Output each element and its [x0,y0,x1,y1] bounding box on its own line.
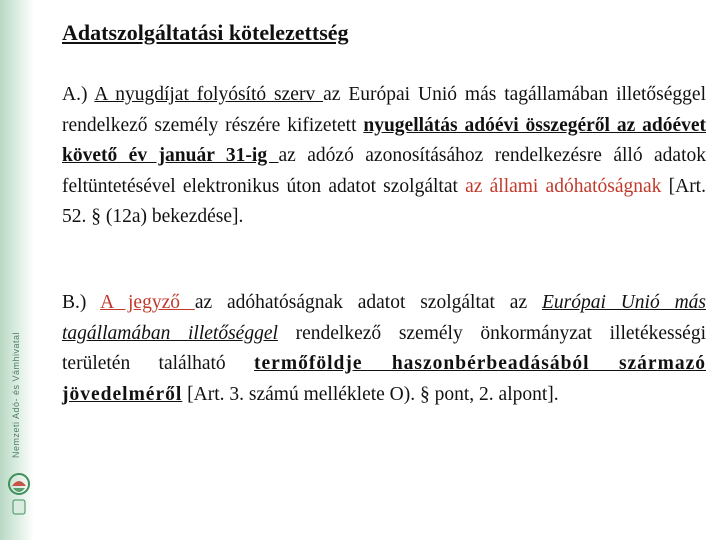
para-b-reference: [Art. 3. számú melléklete O). § pont, 2. alpont]. [182,383,559,405]
para-b-text-2: rendelkező személy önkormányzat illetékességi területén található [62,322,706,374]
para-a-authority: az állami adóhatóságnak [465,175,662,197]
para-a-text-2: az adózó azonosításához rendelkezésre álló adatok feltüntetésével elektronikus úton adatot szolgáltat [62,145,706,197]
para-a-subject: A nyugdíjat folyósító szerv [94,84,324,105]
para-a-reference: [Art. 52. § (12a) bekezdése]. [62,175,706,227]
nav-logo-icon [6,468,32,522]
para-b-income: termőföldje haszonbérbeadásából származó jövedelméről [62,353,706,405]
para-a-text-1: az Európai Unió más tagállamában illetőséggel rendelkező személy részére kifizetett [62,84,706,136]
paragraph-a [62,80,706,233]
para-a-deadline: nyugellátás adóévi összegéről az adóévet követő év január 31-ig [62,114,706,166]
side-logo-text-container [2,330,30,460]
para-b-subject: A jegyző [100,292,195,313]
para-b-residency: Európai Unió más tagállamában illetőséggel [62,292,706,344]
para-b-text-1: az adóhatóságnak adatot szolgáltat az [194,292,542,313]
para-a-label: A.) [62,84,95,105]
para-b-label: B.) [62,292,101,313]
paragraph-b [62,288,706,410]
page-title: Adatszolgáltatási kötelezettség [62,20,349,45]
side-logo-text: Nemzeti Adó- és Vámhivatal [11,331,21,459]
